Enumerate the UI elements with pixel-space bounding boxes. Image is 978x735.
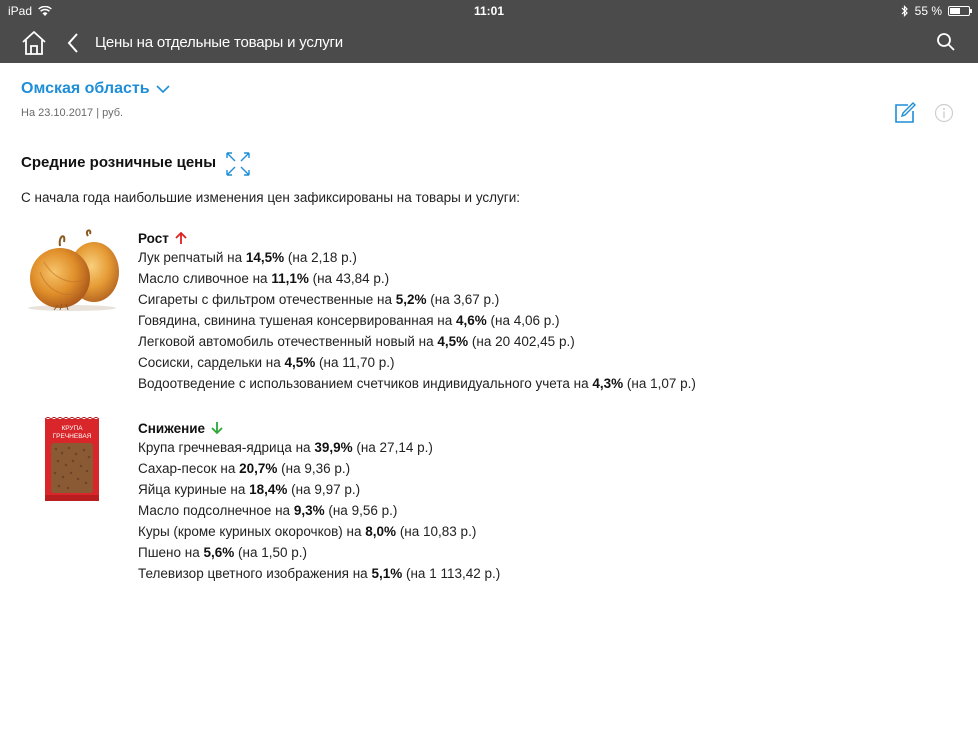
fall-item bbox=[138, 521, 500, 542]
expand-icon[interactable] bbox=[225, 151, 251, 177]
item-name: Лук репчатый на bbox=[138, 250, 246, 265]
item-percent: 4,5% bbox=[284, 355, 316, 370]
item-name: Масло подсолнечное на bbox=[138, 503, 294, 518]
item-amount: (на 9,36 р.) bbox=[277, 461, 351, 476]
fall-item bbox=[138, 542, 500, 563]
item-name: Яйца куриные на bbox=[138, 482, 250, 497]
item-amount: (на 20 402,45 р.) bbox=[468, 334, 575, 349]
item-percent: 20,7% bbox=[239, 461, 278, 476]
rise-label: Рост bbox=[138, 230, 169, 246]
item-amount: (на 2,18 р.) bbox=[284, 250, 357, 265]
home-icon[interactable] bbox=[20, 29, 48, 57]
item-percent: 5,2% bbox=[395, 292, 427, 307]
arrow-up-icon bbox=[175, 231, 187, 245]
rise-item bbox=[138, 331, 696, 352]
rise-item bbox=[138, 247, 696, 268]
item-amount: (на 1 113,42 р.) bbox=[402, 566, 501, 581]
date-line: На 23.10.2017 | руб. bbox=[21, 107, 124, 119]
item-name: Говядина, свинина тушеная консервированная на bbox=[138, 313, 456, 328]
item-name: Куры (кроме куриных окорочков) на bbox=[138, 524, 366, 539]
buckwheat-package-image bbox=[42, 417, 102, 503]
rise-item bbox=[138, 268, 696, 289]
fall-label: Снижение bbox=[138, 420, 206, 436]
fall-item bbox=[138, 437, 500, 458]
edit-icon[interactable] bbox=[893, 101, 917, 125]
item-amount: (на 1,50 р.) bbox=[234, 545, 308, 560]
item-amount: (на 27,14 р.) bbox=[352, 440, 433, 455]
item-amount: (на 43,84 р.) bbox=[308, 271, 390, 286]
item-percent: 4,6% bbox=[456, 313, 487, 328]
section-title: Средние розничные цены bbox=[21, 154, 217, 171]
item-percent: 4,5% bbox=[437, 334, 469, 349]
fall-item bbox=[138, 479, 500, 500]
item-percent: 4,3% bbox=[592, 376, 624, 391]
item-percent: 11,1% bbox=[271, 271, 309, 286]
item-name: Водоотведение с использованием счетчиков индивидуального учета на bbox=[138, 376, 593, 391]
buckwheat-label-line-1: КРУПА bbox=[61, 425, 83, 432]
nav-bar bbox=[0, 22, 978, 63]
onion-image bbox=[22, 226, 122, 312]
item-amount: (на 10,83 р.) bbox=[396, 524, 477, 539]
fall-heading bbox=[138, 419, 500, 437]
device-name: iPad bbox=[8, 4, 33, 18]
back-chevron-icon[interactable] bbox=[66, 32, 80, 54]
item-name: Масло сливочное на bbox=[138, 271, 272, 286]
item-amount: (на 1,07 р.) bbox=[623, 376, 696, 391]
item-name: Пшено на bbox=[138, 545, 204, 560]
search-icon[interactable] bbox=[936, 32, 956, 52]
item-percent: 18,4% bbox=[249, 482, 288, 497]
battery-icon bbox=[948, 6, 970, 16]
item-name: Крупа гречневая-ядрица на bbox=[138, 440, 315, 455]
item-percent: 39,9% bbox=[314, 440, 353, 455]
rise-group bbox=[138, 229, 696, 394]
fall-item bbox=[138, 458, 500, 479]
item-percent: 5,6% bbox=[203, 545, 235, 560]
status-time: 11:01 bbox=[473, 4, 505, 18]
item-percent: 8,0% bbox=[365, 524, 397, 539]
fall-item bbox=[138, 563, 500, 584]
item-amount: (на 4,06 р.) bbox=[486, 313, 560, 328]
item-name: Легковой автомобиль отечественный новый на bbox=[138, 334, 438, 349]
rise-item bbox=[138, 373, 696, 394]
arrow-down-icon bbox=[211, 421, 223, 435]
item-name: Телевизор цветного изображения на bbox=[138, 566, 372, 581]
status-bar bbox=[0, 0, 978, 22]
rise-heading bbox=[138, 229, 696, 247]
item-amount: (на 9,97 р.) bbox=[287, 482, 361, 497]
item-name: Сахар-песок на bbox=[138, 461, 240, 476]
item-name: Сигареты с фильтром отечественные на bbox=[138, 292, 396, 307]
fall-list bbox=[138, 437, 500, 584]
item-percent: 9,3% bbox=[293, 503, 325, 518]
chevron-down-icon bbox=[156, 85, 170, 94]
item-amount: (на 11,70 р.) bbox=[315, 355, 395, 370]
battery-fill bbox=[950, 8, 960, 14]
status-right bbox=[901, 4, 970, 18]
item-percent: 14,5% bbox=[245, 250, 285, 265]
info-icon[interactable] bbox=[934, 103, 954, 123]
bluetooth-icon bbox=[901, 5, 909, 17]
battery-text: 55 % bbox=[914, 4, 942, 18]
rise-item bbox=[138, 310, 696, 331]
intro-text: С начала года наибольшие изменения цен зафиксированы на товары и услуги: bbox=[21, 190, 521, 205]
rise-item bbox=[138, 352, 696, 373]
rise-item bbox=[138, 289, 696, 310]
item-amount: (на 3,67 р.) bbox=[426, 292, 500, 307]
fall-group bbox=[138, 419, 500, 584]
rise-list bbox=[138, 247, 696, 394]
nav-title: Цены на отдельные товары и услуги bbox=[95, 34, 343, 51]
buckwheat-label-line-2: ГРЕЧНЕВАЯ bbox=[52, 433, 92, 440]
region-selector[interactable] bbox=[21, 80, 170, 98]
region-name: Омская область bbox=[21, 80, 150, 97]
item-name: Сосиски, сардельки на bbox=[138, 355, 285, 370]
item-percent: 5,1% bbox=[371, 566, 403, 581]
item-amount: (на 9,56 р.) bbox=[324, 503, 398, 518]
fall-item bbox=[138, 500, 500, 521]
